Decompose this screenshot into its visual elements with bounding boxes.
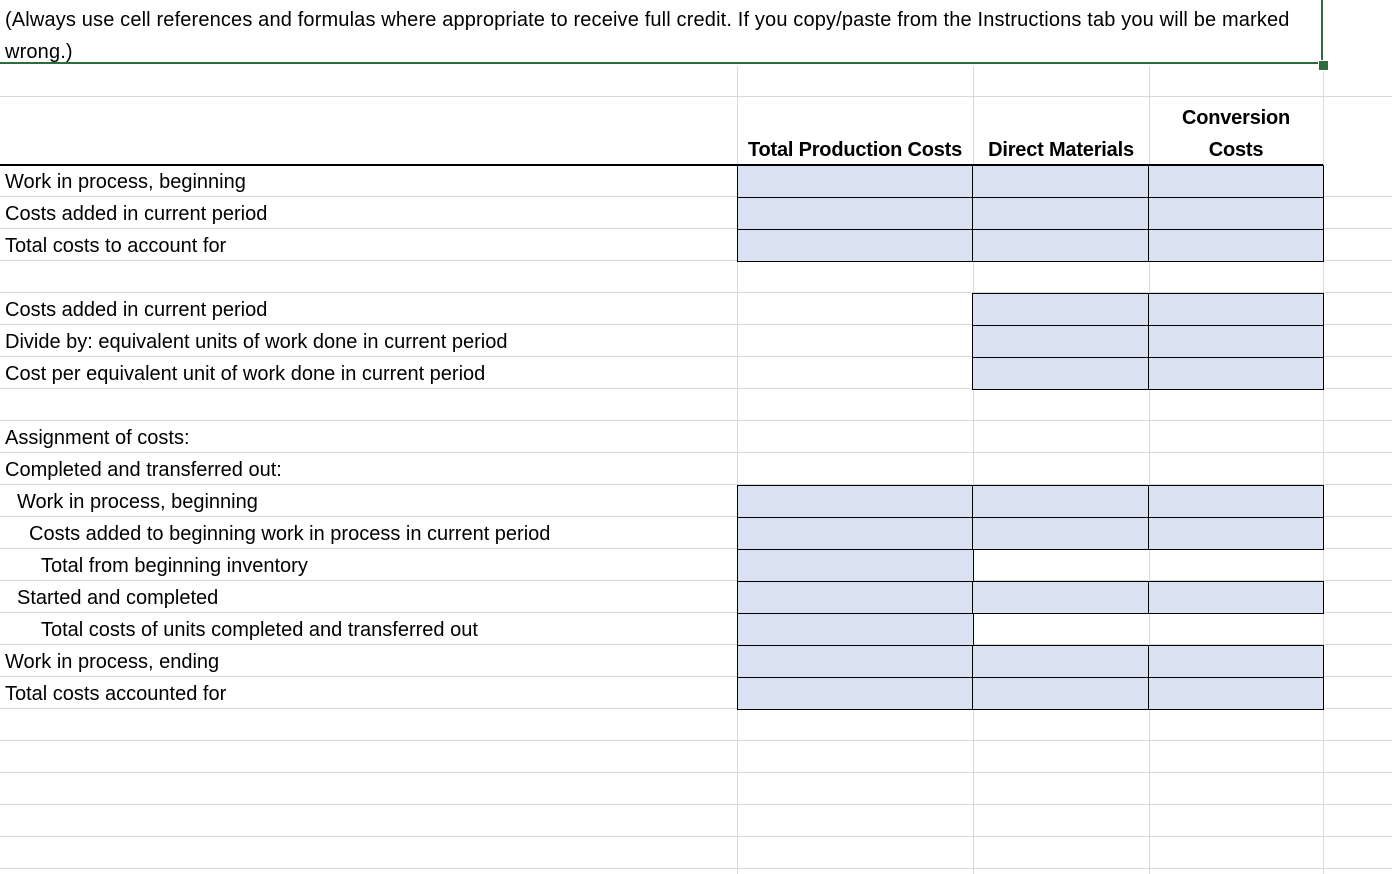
input-cell-dm-wip-beginning-2[interactable] bbox=[972, 485, 1150, 518]
input-cell-cc-accounted[interactable] bbox=[1148, 677, 1324, 710]
gridline bbox=[0, 772, 1392, 773]
input-cell-dm-started-completed[interactable] bbox=[972, 581, 1150, 614]
header-direct-materials[interactable]: Direct Materials bbox=[988, 139, 1134, 161]
row-label-total-costs-completed[interactable]: Total costs of units completed and transferred out bbox=[41, 619, 478, 641]
row-label-wip-beginning-2[interactable]: Work in process, beginning bbox=[17, 491, 258, 513]
input-cell-total-accounted[interactable] bbox=[737, 677, 974, 710]
input-cell-total-from-beg-inv[interactable] bbox=[737, 549, 974, 582]
row-label-wip-ending[interactable]: Work in process, ending bbox=[5, 651, 220, 673]
input-cell-total-wip-beginning-2[interactable] bbox=[737, 485, 974, 518]
input-cell-total-completed-transferred[interactable] bbox=[737, 613, 974, 646]
input-cell-dm-accounted[interactable] bbox=[972, 677, 1150, 710]
input-cell-dm-equiv-units[interactable] bbox=[972, 325, 1150, 358]
input-cell-dm-added-to-beg-wip[interactable] bbox=[972, 517, 1150, 550]
input-cell-cc-wip-beginning[interactable] bbox=[1148, 165, 1324, 198]
input-cell-cc-wip-ending[interactable] bbox=[1148, 645, 1324, 678]
gridline bbox=[0, 836, 1392, 837]
instruction-text: (Always use cell references and formulas where appropriate to receive full credit. If you copy/paste from the Instructions tab you will be marked wrong.) bbox=[5, 9, 1290, 63]
row-label-costs-added[interactable]: Costs added in current period bbox=[5, 203, 268, 225]
row-label-cost-per-eu[interactable]: Cost per equivalent unit of work done in current period bbox=[5, 363, 486, 385]
row-label-assignment[interactable]: Assignment of costs: bbox=[5, 427, 190, 449]
input-cell-cc-started-completed[interactable] bbox=[1148, 581, 1324, 614]
input-cell-cc-equiv-units[interactable] bbox=[1148, 325, 1324, 358]
gridline bbox=[0, 740, 1392, 741]
input-cell-dm-costs-added[interactable] bbox=[972, 197, 1150, 230]
row-label-started-completed[interactable]: Started and completed bbox=[17, 587, 219, 609]
header-conversion-costs-line2[interactable]: Costs bbox=[1208, 139, 1264, 161]
fill-handle[interactable] bbox=[1318, 60, 1329, 71]
header-conversion-costs-line1[interactable]: Conversion bbox=[1181, 107, 1291, 129]
input-cell-cc-added-to-beg-wip[interactable] bbox=[1148, 517, 1324, 550]
row-label-total-costs-to-account[interactable]: Total costs to account for bbox=[5, 235, 227, 257]
input-cell-total-wip-ending[interactable] bbox=[737, 645, 974, 678]
input-cell-cc-wip-beginning-2[interactable] bbox=[1148, 485, 1324, 518]
gridline bbox=[0, 452, 1392, 453]
input-cell-dm-wip-beginning[interactable] bbox=[972, 165, 1150, 198]
input-cell-dm-costs-added-2[interactable] bbox=[972, 293, 1150, 326]
input-cell-dm-to-account[interactable] bbox=[972, 229, 1150, 262]
row-label-total-costs-accounted[interactable]: Total costs accounted for bbox=[5, 683, 227, 705]
row-label-divide-by[interactable]: Divide by: equivalent units of work done in current period bbox=[5, 331, 508, 353]
row-label-wip-beginning[interactable]: Work in process, beginning bbox=[5, 171, 246, 193]
row-label-costs-added-to-beg-wip[interactable]: Costs added to beginning work in process in current period bbox=[29, 523, 551, 545]
input-cell-cc-costs-added-2[interactable] bbox=[1148, 293, 1324, 326]
row-label-costs-added-2[interactable]: Costs added in current period bbox=[5, 299, 268, 321]
input-cell-total-to-account[interactable] bbox=[737, 229, 974, 262]
instruction-cell[interactable] bbox=[0, 0, 1323, 64]
input-cell-total-added-to-beg-wip[interactable] bbox=[737, 517, 974, 550]
input-cell-cc-costs-added[interactable] bbox=[1148, 197, 1324, 230]
row-label-completed-transferred[interactable]: Completed and transferred out: bbox=[5, 459, 282, 481]
input-cell-cc-to-account[interactable] bbox=[1148, 229, 1324, 262]
gridline bbox=[0, 804, 1392, 805]
gridline bbox=[0, 96, 1392, 97]
input-cell-total-wip-beginning[interactable] bbox=[737, 165, 974, 198]
input-cell-total-costs-added[interactable] bbox=[737, 197, 974, 230]
gridline bbox=[0, 420, 1392, 421]
input-cell-dm-wip-ending[interactable] bbox=[972, 645, 1150, 678]
gridline bbox=[0, 868, 1392, 869]
input-cell-dm-cost-per-eu[interactable] bbox=[972, 357, 1150, 390]
input-cell-cc-cost-per-eu[interactable] bbox=[1148, 357, 1324, 390]
row-label-total-from-beg-inv[interactable]: Total from beginning inventory bbox=[41, 555, 308, 577]
header-total-production-costs[interactable]: Total Production Costs bbox=[747, 139, 963, 161]
input-cell-total-started-completed[interactable] bbox=[737, 581, 974, 614]
